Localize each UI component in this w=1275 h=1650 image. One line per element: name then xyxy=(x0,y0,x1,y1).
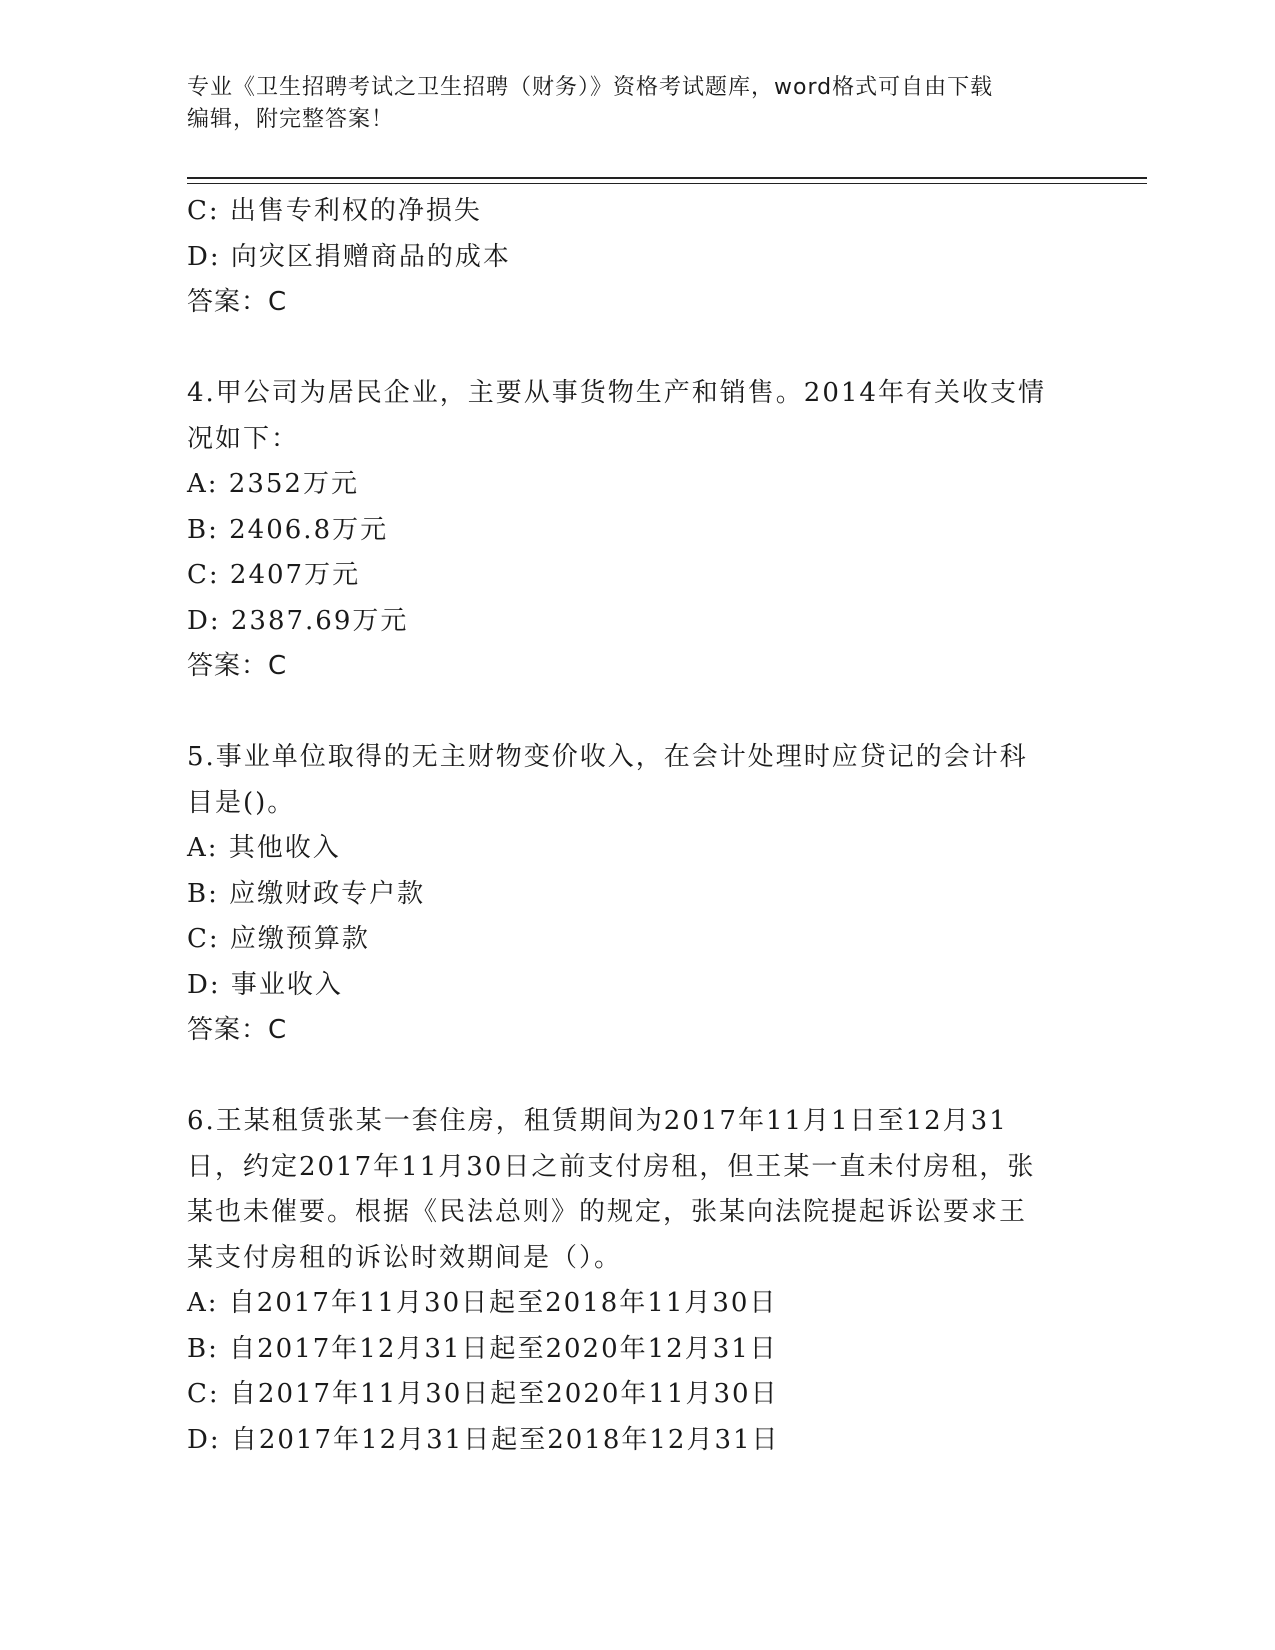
q6-option-d: D: 自2017年12月31日起至2018年12月31日 xyxy=(187,1424,780,1455)
q5-option-c: C: 应缴预算款 xyxy=(187,924,370,954)
header-divider-thin xyxy=(187,183,1147,184)
question-4 xyxy=(187,371,1087,690)
question-6 xyxy=(187,1099,1087,1463)
spacer xyxy=(187,326,1087,372)
q4-stem-line-2: 况如下： xyxy=(187,423,300,454)
spacer xyxy=(187,690,1087,736)
q6-stem-line-3: 某也未催要。根据《民法总则》的规定，张某向法院提起诉讼要求王 xyxy=(187,1197,1028,1227)
header-divider-thick xyxy=(187,177,1147,179)
q5-option-a: A: 其他收入 xyxy=(187,833,341,863)
q4-option-b: B: 2406.8万元 xyxy=(187,514,389,545)
q6-option-a: A: 自2017年11月30日起至2018年11月30日 xyxy=(187,1288,778,1318)
q3-option-d: D: 向灾区捐赠商品的成本 xyxy=(187,241,511,272)
question-5 xyxy=(187,735,1087,1054)
question-list xyxy=(187,189,1087,1463)
q6-stem-line-4: 某支付房租的诉讼时效期间是（）。 xyxy=(187,1242,623,1273)
q4-option-d: D: 2387.69万元 xyxy=(187,605,409,636)
q5-answer: 答案：C xyxy=(187,1015,288,1045)
q3-answer: 答案：C xyxy=(187,287,288,317)
spacer xyxy=(187,1054,1087,1100)
q4-option-a: A: 2352万元 xyxy=(187,469,359,499)
q5-stem-line-2: 目是()。 xyxy=(187,787,296,818)
document-header xyxy=(187,72,1087,136)
q3-option-c: C: 出售专利权的净损失 xyxy=(187,196,482,226)
q4-option-c: C: 2407万元 xyxy=(187,560,361,590)
q5-stem-line-1: 5.事业单位取得的无主财物变价收入，在会计处理时应贷记的会计科 xyxy=(187,742,1028,772)
question-3-tail xyxy=(187,189,1087,326)
q4-answer: 答案：C xyxy=(187,651,288,681)
q6-stem-line-1: 6.王某租赁张某一套住房，租赁期间为2017年11月1日至12月31 xyxy=(187,1106,1008,1136)
q4-stem-line-1: 4.甲公司为居民企业，主要从事货物生产和销售。2014年有关收支情 xyxy=(187,378,1046,408)
header-line-1: 专业《卫生招聘考试之卫生招聘（财务）》资格考试题库，word格式可自由下载 xyxy=(187,75,994,100)
q5-option-b: B: 应缴财政专户款 xyxy=(187,878,426,909)
q6-stem-line-2: 日，约定2017年11月30日之前支付房租，但王某一直未付房租，张 xyxy=(187,1151,1036,1182)
q6-option-c: C: 自2017年11月30日起至2020年11月30日 xyxy=(187,1379,779,1409)
q6-option-b: B: 自2017年12月31日起至2020年12月31日 xyxy=(187,1333,778,1364)
q5-option-d: D: 事业收入 xyxy=(187,969,343,1000)
header-line-2: 编辑，附完整答案！ xyxy=(187,107,395,132)
